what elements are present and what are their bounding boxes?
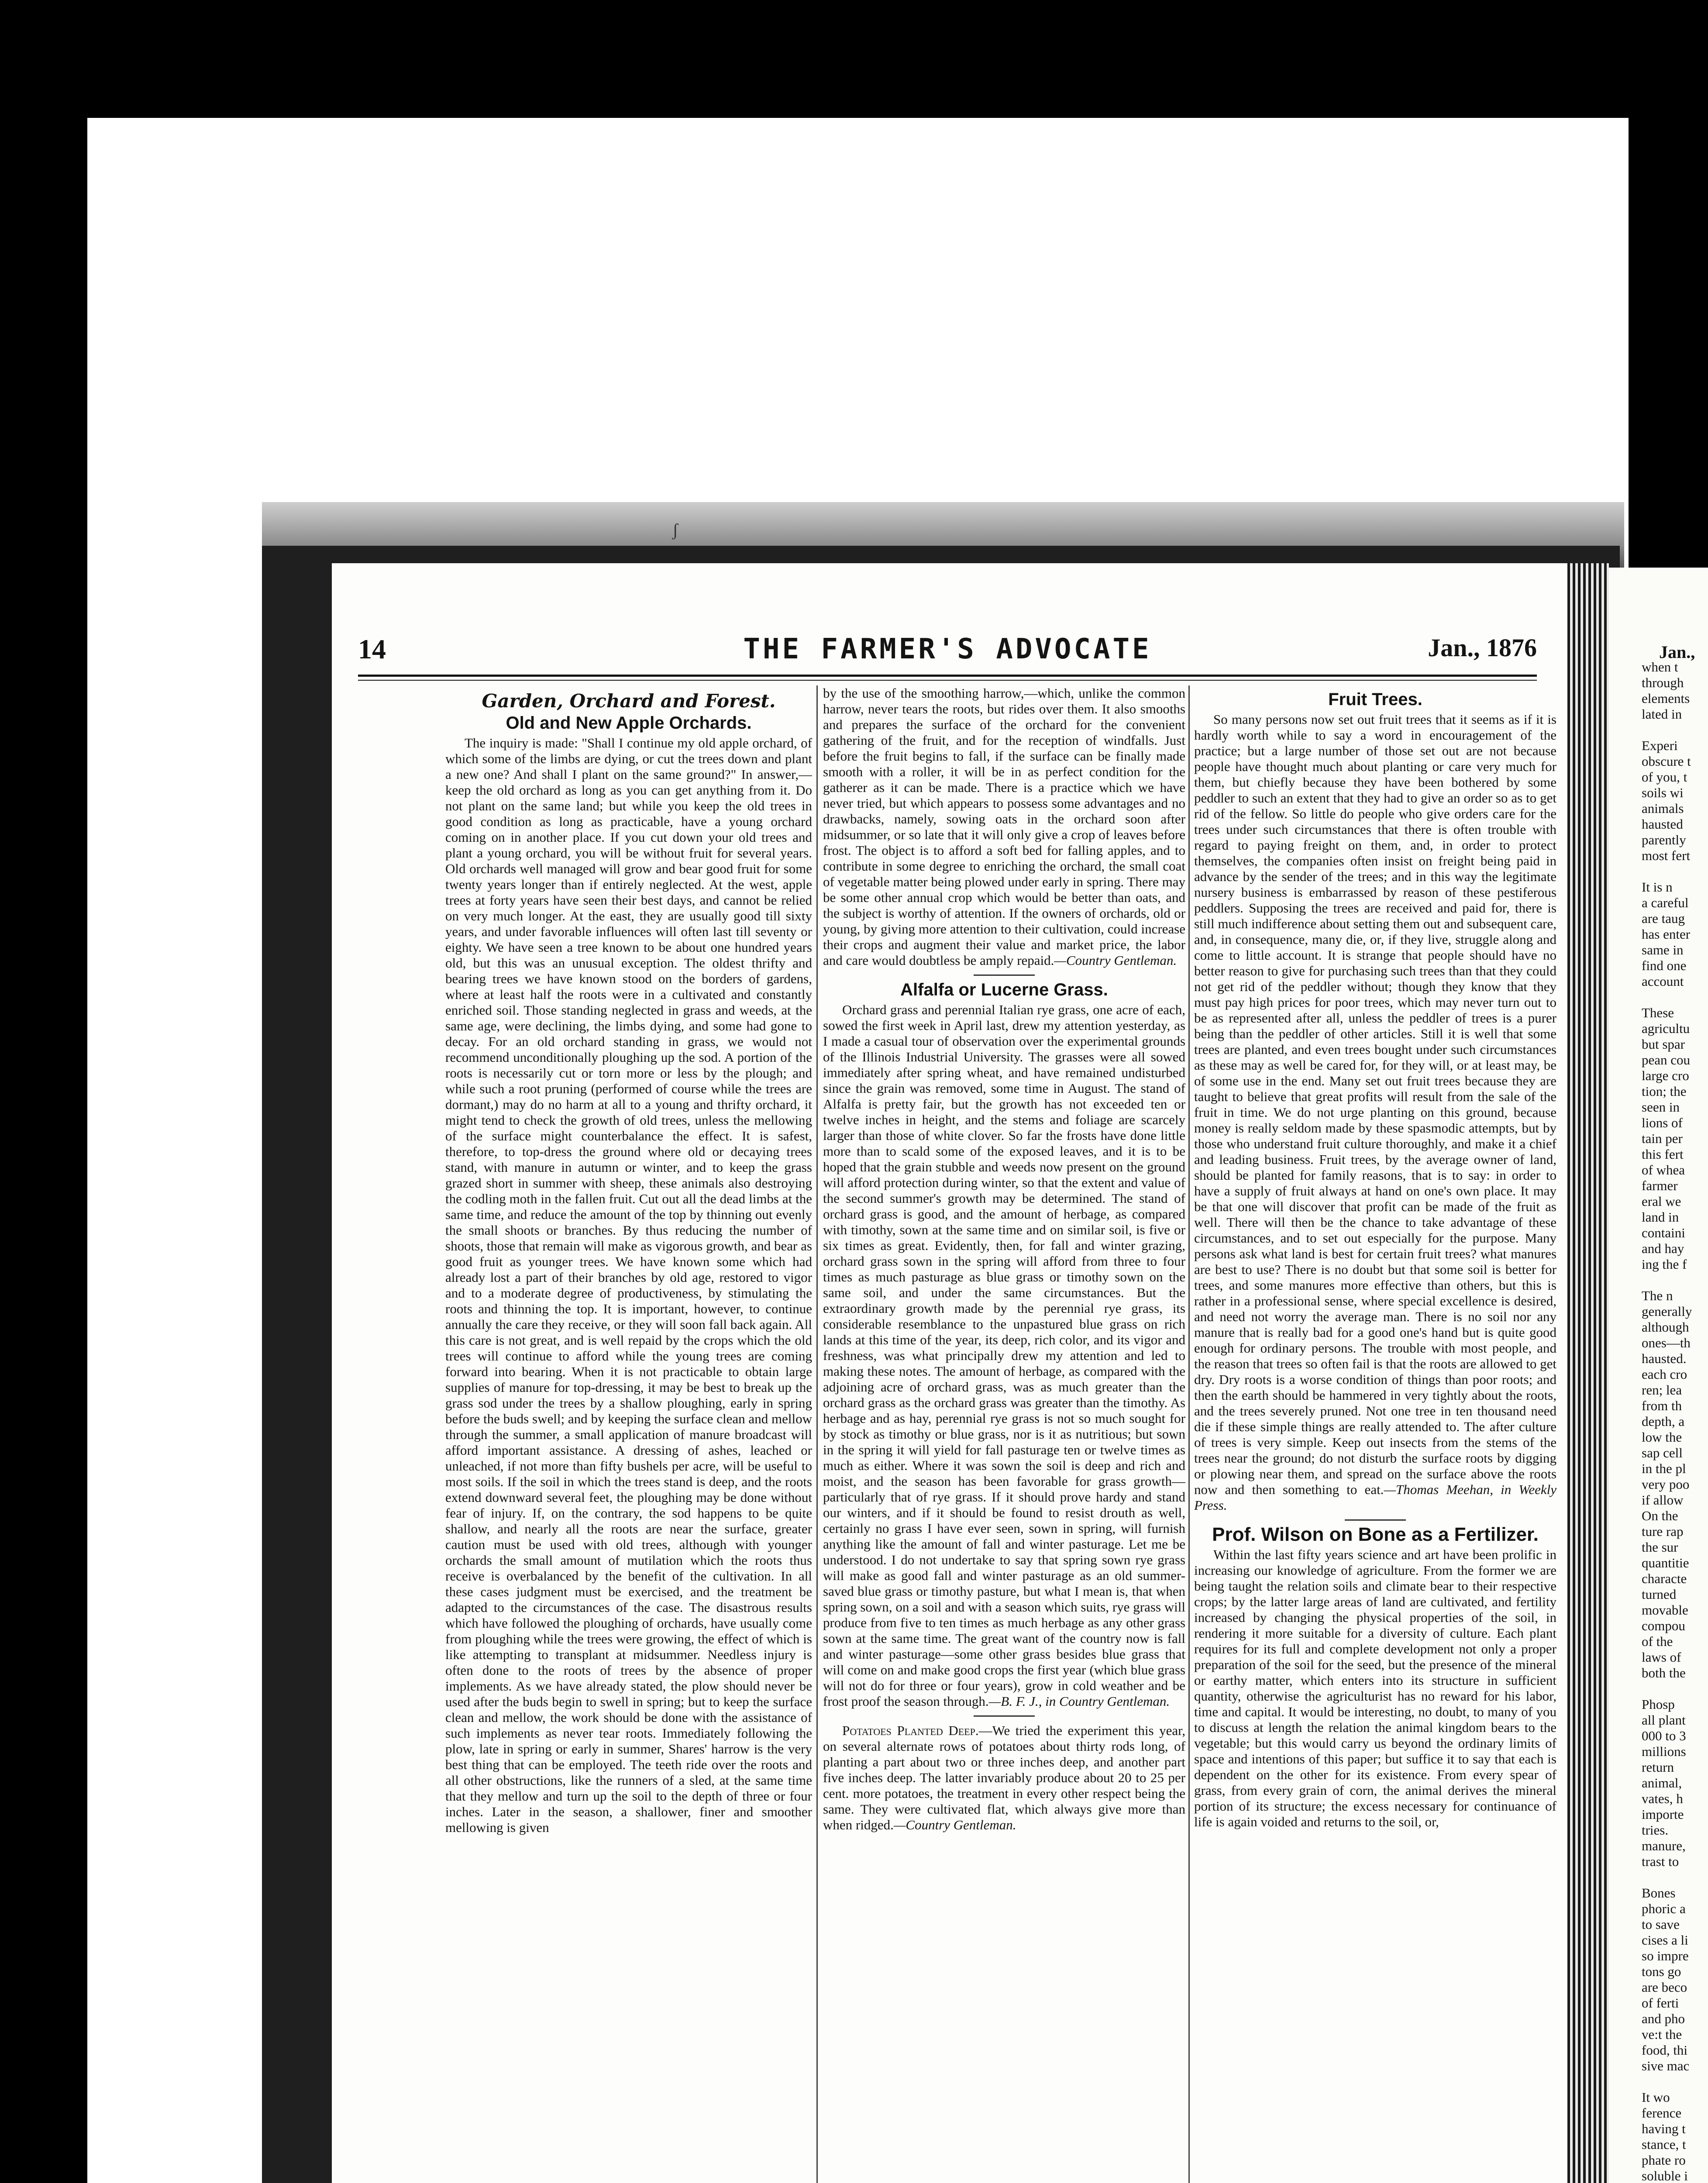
next-page-line: 000 to 3 (1642, 1728, 1686, 1743)
article-signoff: —B. F. J., in Country Gentleman. (988, 1694, 1170, 1709)
next-page-line (1642, 1681, 1708, 1697)
article-body (823, 1002, 1185, 1709)
next-page-line: trast to (1642, 1854, 1679, 1869)
next-page-line: lated in (1642, 706, 1682, 722)
next-page-line: of the (1642, 1634, 1673, 1649)
next-page-line: and hay (1642, 1241, 1684, 1256)
next-page-line: tion; the (1642, 1084, 1687, 1099)
next-page-line: Bones (1642, 1885, 1676, 1901)
next-page-line (1642, 1870, 1708, 1885)
next-page-line: It is n (1642, 879, 1673, 895)
section-rule (1345, 1519, 1406, 1521)
next-page-line: The n (1642, 1288, 1673, 1303)
next-page-line: each cro (1642, 1367, 1687, 1382)
next-page-line: large cro (1642, 1068, 1689, 1083)
section-rule (974, 1715, 1035, 1717)
next-page-line: depth, a (1642, 1414, 1685, 1429)
next-page-line: animals (1642, 801, 1684, 816)
next-page-line: but spar (1642, 1036, 1685, 1052)
next-page-line: farmer (1642, 1178, 1678, 1193)
article-body (1194, 712, 1556, 1513)
next-page-line: find one (1642, 958, 1687, 973)
next-page-line: are taug (1642, 911, 1685, 926)
next-page-line: both the (1642, 1665, 1686, 1680)
next-page-line (1642, 2074, 1708, 2090)
next-page-line: ing the f (1642, 1257, 1687, 1272)
next-page-line: to save (1642, 1917, 1680, 1932)
next-page-line: account (1642, 974, 1684, 989)
next-page-line: millions (1642, 1744, 1686, 1759)
next-page-line: most fert (1642, 848, 1691, 863)
article-title: Fruit Trees. (1328, 690, 1422, 709)
next-page-line: These (1642, 1005, 1674, 1020)
next-page-line: has enter (1642, 926, 1691, 942)
article-body (823, 1723, 1185, 1833)
next-page-line: movable (1642, 1602, 1688, 1618)
next-page-line: and pho (1642, 2011, 1685, 2026)
next-page-line: phoric a (1642, 1901, 1686, 1916)
item-text: —We tried the experiment this year, on several alternate rows of potatoes about thirty rods long, of planting a part about two or three inches deep, and another part five inches deep. The latter invariably produce about 20 to 25 per cent. more potatoes, the treatment in every other respect being the same. They were cultivated flat, which always give more than when ridged. (823, 1723, 1185, 1832)
next-page-text (1642, 659, 1708, 2183)
next-page-line: return (1642, 1759, 1674, 1775)
next-page-line: hausted. (1642, 1351, 1687, 1366)
pin-mark: ʃ (672, 520, 678, 540)
article-signoff: —Country Gentleman. (893, 1817, 1016, 1832)
next-page-line: generally (1642, 1304, 1692, 1319)
next-page-line: vates, h (1642, 1791, 1683, 1806)
next-page-line: tries. (1642, 1822, 1669, 1838)
next-page-line: the sur (1642, 1539, 1678, 1555)
next-page-line: soils wi (1642, 785, 1684, 800)
article-body-text: So many persons now set out fruit trees that it seems as if it is hardly worth while to say a word in encouragement of the practice; but a large number of those set out are not because people have thought much about planting or care very much for them, but chiefly because they have been bothered by some peddler to such an extent that they had to give an order so as to get rid of the fellow. So little do people who give orders care for the trees under such circumstances that there is often trouble with regard to paying freight on them, and, in order to protect themselves, the companies often insist on freight being paid in advance by the sender of the trees; and in this way the legitimate nursery business is embarrassed by reason of these pestiferous peddlers. Supposing the trees are received and paid for, there is still much indifference about setting them out and subsequent care, and, in consequence, many die, or, if they live, struggle along and come to little account. It is strange that people should have no better reason to give for purchasing such trees than that they could not get rid of the peddler without; though they know that they must pay high prices for poor trees, which may never turn out to be as represented after all, unless the peddler of trees is a purer being than the peddler of other articles. Still it is well that some trees are planted, and even trees bought under such circumstances as these may as well be cared for, for they will, or at least may, be of some use in the end. Many set out fruit trees because they are taught to believe that great profits will result from the sale of the fruit in time. We do not urge planting on this ground, because money is really seldom made by these spasmodic attempts, but by those who understand fruit culture thoroughly, and make it a chief and leading business. Fruit trees, by the average owner of land, should be planted for family reasons, that is to say: in order to have a supply of fruit always at hand on one's own place. It may be that one will discover that profit can be made of the fruit as well. There will then be the chance to take advantage of these circumstances, and to set out especially for the purpose. Many persons ask what land is best for certain fruit trees? what manures are best to use? There is no doubt but that some soil is better for trees, and some manures more effective than others, but this is rather in a professional sense, where special excellence is desired, and need not worry the average man. There is no soil nor any manure that is really bad for a good one's hand but is quite good enough for ordinary persons. The trouble with most people, and the reason that trees so often fail is that the roots are allowed to get dry. Dry roots is a worse condition of things than poor roots; and then the earth should be hammered in very tightly about the roots, and the trees severely pruned. Not one tree in ten thousand need die if these simple things are really attended to. The after culture of trees is very simple. Keep out insects from the stems of the trees near the ground; do not disturb the surface roots by digging or plowing near them, and spread on the surface above the roots now and then something to eat. (1194, 712, 1556, 1497)
next-page-line: compou (1642, 1618, 1685, 1633)
next-page-line: ones—th (1642, 1335, 1691, 1350)
section-rule (974, 974, 1035, 976)
next-page-line: Phosp (1642, 1697, 1675, 1712)
next-page-line (1642, 864, 1708, 879)
next-page-line: ference (1642, 2105, 1682, 2121)
next-page-line: this fert (1642, 1147, 1684, 1162)
next-page-line: of ferti (1642, 1995, 1679, 2011)
next-page-line: elements (1642, 691, 1690, 706)
next-page-line: low the (1642, 1429, 1682, 1445)
next-page-line: of whea (1642, 1162, 1685, 1178)
next-page-line: sap cell (1642, 1445, 1683, 1460)
article-title: Prof. Wilson on Bone as a Fertilizer. (1212, 1524, 1539, 1545)
next-page-line: stance, t (1642, 2137, 1686, 2152)
next-page-line: laws of (1642, 1649, 1681, 1665)
column-3 (1194, 685, 1556, 2183)
next-page-line: a careful (1642, 895, 1689, 910)
next-page-line (1642, 989, 1708, 1005)
next-page-line: in the pl (1642, 1461, 1686, 1476)
next-page-line: ren; lea (1642, 1382, 1682, 1398)
item-lead: Potatoes Planted Deep. (842, 1723, 979, 1738)
next-page-line: sive mac (1642, 2058, 1690, 2073)
next-page-line: tain per (1642, 1131, 1683, 1146)
next-page-line: pean cou (1642, 1052, 1691, 1067)
next-page-line: although (1642, 1319, 1689, 1335)
issue-date: Jan., 1876 (1428, 634, 1537, 662)
next-page-line: ture rap (1642, 1524, 1684, 1539)
article-title: Old and New Apple Orchards. (506, 713, 752, 733)
article-body-text: Orchard grass and perennial Italian rye grass, one acre of each, sowed the first week in April last, drew my attention yesterday, as I made a casual tour of observation over the experimental grounds of the Illinois Industrial University. The grasses were all sowed immediately after spring wheat, and have remained undisturbed since the grain was removed, some time in August. The stand of Alfalfa is pretty fair, but the growth has not exceeded ten or twelve inches in height, and the stems and foliage are scarcely larger than those of white clover. So far the frosts have done little more than to scald some of the exposed leaves, and it is to be hoped that the grain stubble and weeds now present on the ground will afford protection during winter, so that the extent and value of the second summer's growth may be determined. The stand of orchard grass is good, and the amount of herbage, as compared with timothy, sown at the same time and on similar soil, is five or six times as great. Evidently, then, for fall and winter grazing, orchard grass sown in the spring will afford from three to four times as much pasturage as blue grass or timothy sown on the same soil, and under the same circumstances. But the extraordinary growth made by the perennial rye grass, its considerable resemblance to the unpastured blue grass on rich lands at this time of the year, its deep, rich color, and its vigor and freshness, was what principally drew my attention and led to making these notes. The amount of herbage, as compared with the adjoining acre of orchard grass, was as much greater than the orchard grass as the orchard grass was greater than the timothy. As herbage and as hay, perennial rye grass is not so much sought for by stock as timothy or blue grass, nor is it as nutritious; but sown in the spring it will yield for fall pasturage ten or twelve times as much as either. Where it was sown the soil is deep and rich and moist, and the season has been favorable for grass growth—particularly that of rye grass. If it should prove hardy and stand our winters, and if it should be found to resist drouth as well, certainly no grass I have ever seen, sown in spring, will furnish anything like the amount of fall and winter pasturage. Let me be understood. I do not undertake to say that spring sown rye grass will make as good fall and winter pasturage as an old summer-saved blue grass or timothy pasture, but what I mean is, that when spring sown, on a soil and with a season which suits, rye grass will produce from five to ten times as much herbage as any other grass sown at the same time. The great want of the country now is fall and winter pasturage—some other grass besides blue grass that will come on and make good crops the first year (which blue grass will not do for three or four years), grow in cold weather and be frost proof the season through. (823, 1002, 1185, 1709)
next-page-line: cises a li (1642, 1932, 1688, 1948)
continuation-text: by the use of the smoothing harrow,—which, unlike the common harrow, never tears the roots, but rides over them. It also smooths and prepares the surface of the orchard for the convenient gathering of the fruit, and for the reception of windfalls. Just before the fruit begins to fall, if the surface can be finally made smooth with a roller, it will be in as perfect condition for the gatherer as it can be made. There is a practice which we have never tried, but which appears to possess some advantages and no drawbacks, namely, sowing oats in the orchard soon after midsummer, or so late that it will only give a crop of leaves before frost. The object is to afford a soft bed for falling apples, and to contribute in some degree to enriching the orchard, the small coat of vegetable matter being plowed under early in spring. There may be some other annual crop which would be better than oats, and the subject is worthy of attention. If the owners of orchards, old or young, by giving more attention to their cultivation, could increase their crops and augment their value and market price, the labor and care would doubtless be amply repaid. (823, 685, 1185, 968)
column-divider (1188, 685, 1190, 2183)
column-1 (445, 685, 812, 2183)
next-page-line: of you, t (1642, 769, 1687, 785)
next-page-line: importe (1642, 1807, 1684, 1822)
next-page-line: animal, (1642, 1775, 1682, 1790)
next-page-line: very poo (1642, 1477, 1690, 1492)
article-body: Within the last fifty years science and art have been prolific in increasing our knowledge of agriculture. From the former we are being taught the relation soils and climate bear to their respective crops; by the latter large areas of land are cultivated, and fertility increased by changing the physical properties of the soil, in rendering it more suitable for a diversity of culture. Each plant requires for its full and complete development not only a proper preparation of the soil for the seed, but the presence of the mineral or earthy matter, which enters into its structure in sufficient quantity, otherwise the agriculturist has no reward for his labor, time and capital. It would be interesting, no doubt, to many of you to discuss at length the relation the animal kingdom bears to the vegetable; but this would carry us beyond the ordinary limits of space and intentions of this paper; but suffice it to say that each is dependent on the other for its existence. From every spear of grass, from every grain of corn, the animal derives the mineral portion of its structure; the excess necessary for continuance of life is again voided and returns to the soil, or, (1194, 1547, 1556, 1829)
next-page-line: It wo (1642, 2090, 1670, 2105)
next-page-line: turned (1642, 1587, 1677, 1602)
next-page-line: so impre (1642, 1948, 1689, 1963)
next-page-line: ve:t the (1642, 2027, 1682, 2042)
next-page-line: from th (1642, 1398, 1682, 1413)
department-heading: Garden, Orchard and Forest. (482, 690, 776, 712)
next-page-line: if allow (1642, 1492, 1684, 1508)
next-page-line: phate ro (1642, 2152, 1686, 2168)
next-page-line: agricultu (1642, 1021, 1690, 1036)
next-page-line: eral we (1642, 1194, 1681, 1209)
page-header (358, 633, 1537, 672)
next-page-line: having t (1642, 2121, 1686, 2136)
next-page-line: On the (1642, 1508, 1678, 1523)
next-page-line (1642, 1272, 1708, 1288)
next-page-line: when t (1642, 659, 1678, 675)
article-body: The inquiry is made: "Shall I continue my old apple orchard, of which some of the limbs are dying, or cut the trees down and plant a new one? And shall I plant on the same ground?" In answer,—keep the old orchard as long as you can get anything from it. Do not plant on the same land; but while you keep the old trees in good condition as long as practicable, have a young orchard coming on in another place. If you cut down your old trees and plant a young orchard, you will be without fruit for several years. Old orchards well managed will grow and bear good fruit for some twenty years longer than if entirely neglected. At the west, apple trees at forty years have seen their best days, and cannot be relied on very much longer. At the east, they are usually good till sixty years, and under favorable influences will often last till seventy or eighty. We have seen a tree known to be about one hundred years old, but this was an unusual exception. The oldest thrifty and bearing trees we have known stood on the borders of gardens, where at least half the roots were in a cultivated and constantly enriched soil. Those standing neglected in grass and weeds, at the same age, were declining, the limbs dying, and some had gone to decay. For an old orchard standing in grass, we would not recommend unconditionally ploughing up the sod. A portion of the roots is necessarily cut or torn more or less by the plough; and while such a root pruning (performed of course while the trees are dormant,) may do no harm at all to a young and thrifty orchard, it might tend to check the growth of old trees, unless the mellowing of the surface might counterbalance the effect. It is safest, therefore, to top-dress the ground where old or decaying trees stand, with manure in autumn or winter, and to keep the grass grazed short in summer with sheep, these animals also destroying the codling moth in the fallen fruit. Cut out all the dead limbs at the same time, and reduce the amount of the top by thinning out evenly the small shoots or branches. By thus reducing the number of shoots, those that remain will make as vigorous growth, and bear as good fruit as younger trees. We have known some which had already lost a part of their branches by old age, restored to vigor and to a moderate degree of productiveness, by stimulating the roots and thinning the top. It is important, however, to continue annually the care they receive, or they will soon fall back again. All this care is not great, and is well repaid by the crops which the old trees will continue to afford while the young trees are coming forward into bearing. When it is not practicable to obtain large supplies of manure for top-dressing, it may be best to break up the grass sod under the trees by a shallow ploughing, early in spring before the buds swell; and by keeping the surface clean and mellow through the summer, a small application of manure broadcast will afford important assistance. A dressing of ashes, leached or unleached, if not more than fifty bushels per acre, will be useful to most soils. If the soil in which the trees stand is deep, and the roots extend downward several feet, the ploughing may be done without fear of injury. If, on the contrary, the sod happens to be quite shallow, and nearly all the roots are near the surface, greater caution must be used with old trees, although with younger orchards the small amount of mutilation which the roots thus receive is overbalanced by the benefit of the cultivation. In all these cases judgment must be exercised, and the treatment be adapted to the circumstances of the case. The disastrous results which have followed the ploughing of orchards, have usually come from ploughing while the trees were growing, the effect of which is like attempting to transplant at midsummer. Needless injury is often done to the roots of trees by the absence of proper implements. As we have already stated, the plow should never be used after the buds begin to swell in spring; but to keep the surface clean and mellow, the work should be done with the assistance of such implements as never tear roots. Immediately following the plow, late in spring or early in summer, Shares' harrow is the very best thing that can be employed. The teeth ride over the roots and all other obstructions, like the runners of a sled, at the same time that they mellow and turn up the soil to the depth of three or four inches. Later in the season, a shallower, finer and smoother mellowing is given (445, 735, 812, 1835)
next-page-line: same in (1642, 942, 1684, 957)
next-page-line: containi (1642, 1225, 1685, 1240)
next-page-line: manure, (1642, 1838, 1686, 1853)
next-page-line: land in (1642, 1209, 1679, 1225)
column-2 (823, 685, 1185, 2183)
next-page-line: Experi (1642, 738, 1678, 753)
next-page-line: are beco (1642, 1980, 1687, 1995)
next-page-line (1642, 722, 1708, 738)
next-page-line: through (1642, 675, 1684, 690)
next-page-line: lions of (1642, 1115, 1683, 1130)
article-continuation (823, 685, 1185, 968)
next-page-line: food, thi (1642, 2042, 1688, 2058)
article-signoff: —Thomas Meehan, in Weekly Press. (1194, 1482, 1556, 1513)
next-page-line: all plant (1642, 1712, 1686, 1728)
page-gutter (1567, 563, 1609, 2183)
next-page-line: seen in (1642, 1099, 1680, 1115)
masthead-title: THE FARMER'S ADVOCATE (743, 633, 1152, 665)
next-page-header: Jan., (1659, 642, 1695, 662)
next-page-line: tons go (1642, 1964, 1681, 1979)
article-title: Alfalfa or Lucerne Grass. (900, 980, 1108, 999)
next-page-line: obscure t (1642, 754, 1691, 769)
page-number: 14 (358, 634, 386, 665)
next-page-line: characte (1642, 1571, 1687, 1586)
next-page-line: quantitie (1642, 1555, 1689, 1570)
next-page-line: parently (1642, 832, 1686, 847)
header-rule (358, 675, 1537, 681)
microfilm-border-left (0, 0, 87, 2183)
article-signoff: —Country Gentleman. (1054, 953, 1177, 968)
next-page-line: soluble i (1642, 2168, 1688, 2183)
column-divider (816, 685, 818, 2183)
next-page-line: hausted (1642, 816, 1683, 832)
microfilm-border-top (0, 0, 1708, 118)
